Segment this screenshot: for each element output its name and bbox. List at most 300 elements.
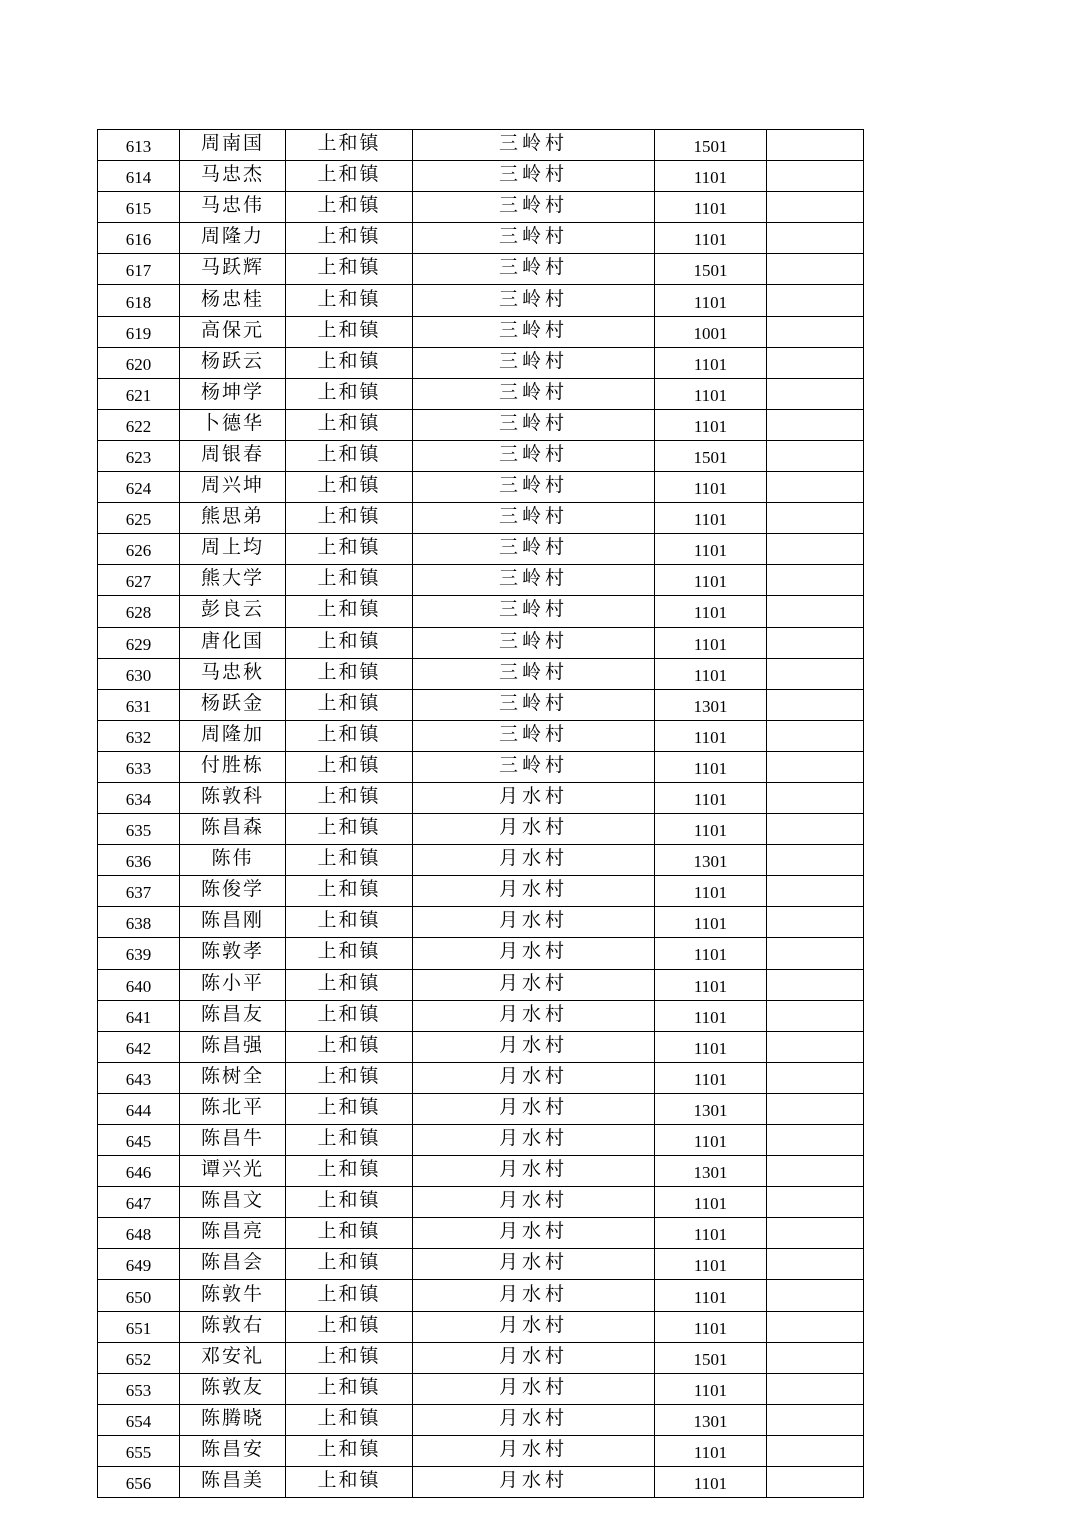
- name-cell: 卜德华: [180, 409, 286, 440]
- code-cell: 1501: [655, 1342, 767, 1373]
- code-cell: 1301: [655, 845, 767, 876]
- code-cell: 1101: [655, 596, 767, 627]
- town-cell: 上和镇: [286, 1467, 413, 1498]
- code-cell: 1101: [655, 1000, 767, 1031]
- name-cell: 陈昌文: [180, 1187, 286, 1218]
- note-cell: [767, 1062, 864, 1093]
- name-cell: 陈昌森: [180, 814, 286, 845]
- row-number-cell: 630: [98, 658, 180, 689]
- village-cell: 月水村: [413, 1125, 655, 1156]
- name-cell: 陈昌会: [180, 1249, 286, 1280]
- row-number-cell: 636: [98, 845, 180, 876]
- town-cell: 上和镇: [286, 1373, 413, 1404]
- code-cell: 1101: [655, 409, 767, 440]
- name-cell: 马忠伟: [180, 192, 286, 223]
- code-cell: 1101: [655, 1031, 767, 1062]
- note-cell: [767, 658, 864, 689]
- table-row: [98, 627, 864, 658]
- name-cell: 付胜栋: [180, 751, 286, 782]
- name-cell: 陈伟: [180, 845, 286, 876]
- row-number-cell: 646: [98, 1156, 180, 1187]
- table-row: [98, 254, 864, 285]
- row-number-cell: 642: [98, 1031, 180, 1062]
- name-cell: 陈昌刚: [180, 907, 286, 938]
- town-cell: 上和镇: [286, 1062, 413, 1093]
- town-cell: 上和镇: [286, 565, 413, 596]
- town-cell: 上和镇: [286, 347, 413, 378]
- table-row: [98, 1404, 864, 1435]
- name-cell: 周隆加: [180, 720, 286, 751]
- village-cell: 三岭村: [413, 347, 655, 378]
- town-cell: 上和镇: [286, 782, 413, 813]
- table-row: [98, 1280, 864, 1311]
- name-cell: 周兴坤: [180, 472, 286, 503]
- note-cell: [767, 1125, 864, 1156]
- row-number-cell: 621: [98, 378, 180, 409]
- village-cell: 月水村: [413, 1404, 655, 1435]
- name-cell: 陈敦右: [180, 1311, 286, 1342]
- village-cell: 三岭村: [413, 223, 655, 254]
- village-cell: 三岭村: [413, 161, 655, 192]
- name-cell: 彭良云: [180, 596, 286, 627]
- note-cell: [767, 316, 864, 347]
- code-cell: 1101: [655, 1249, 767, 1280]
- code-cell: 1101: [655, 223, 767, 254]
- note-cell: [767, 223, 864, 254]
- name-cell: 马跃辉: [180, 254, 286, 285]
- row-number-cell: 656: [98, 1467, 180, 1498]
- note-cell: [767, 782, 864, 813]
- village-cell: 月水村: [413, 1249, 655, 1280]
- village-cell: 月水村: [413, 1187, 655, 1218]
- town-cell: 上和镇: [286, 1311, 413, 1342]
- code-cell: 1101: [655, 565, 767, 596]
- table-row: [98, 907, 864, 938]
- name-cell: 周南国: [180, 130, 286, 161]
- town-cell: 上和镇: [286, 1187, 413, 1218]
- name-cell: 陈昌美: [180, 1467, 286, 1498]
- row-number-cell: 651: [98, 1311, 180, 1342]
- name-cell: 陈敦牛: [180, 1280, 286, 1311]
- name-cell: 杨跃金: [180, 689, 286, 720]
- note-cell: [767, 565, 864, 596]
- town-cell: 上和镇: [286, 689, 413, 720]
- code-cell: 1101: [655, 534, 767, 565]
- code-cell: 1101: [655, 658, 767, 689]
- village-cell: 月水村: [413, 814, 655, 845]
- table-row: [98, 503, 864, 534]
- name-cell: 陈敦友: [180, 1373, 286, 1404]
- table-row: [98, 409, 864, 440]
- name-cell: 杨忠桂: [180, 285, 286, 316]
- town-cell: 上和镇: [286, 254, 413, 285]
- code-cell: 1101: [655, 627, 767, 658]
- code-cell: 1101: [655, 378, 767, 409]
- code-cell: 1101: [655, 969, 767, 1000]
- row-number-cell: 625: [98, 503, 180, 534]
- name-cell: 陈北平: [180, 1093, 286, 1124]
- row-number-cell: 618: [98, 285, 180, 316]
- row-number-cell: 640: [98, 969, 180, 1000]
- code-cell: 1101: [655, 907, 767, 938]
- table-row: [98, 720, 864, 751]
- name-cell: 高保元: [180, 316, 286, 347]
- row-number-cell: 639: [98, 938, 180, 969]
- village-cell: 月水村: [413, 782, 655, 813]
- town-cell: 上和镇: [286, 1249, 413, 1280]
- row-number-cell: 615: [98, 192, 180, 223]
- name-cell: 谭兴光: [180, 1156, 286, 1187]
- note-cell: [767, 1187, 864, 1218]
- village-cell: 三岭村: [413, 534, 655, 565]
- village-cell: 三岭村: [413, 689, 655, 720]
- note-cell: [767, 130, 864, 161]
- village-cell: 月水村: [413, 845, 655, 876]
- name-cell: 唐化国: [180, 627, 286, 658]
- row-number-cell: 654: [98, 1404, 180, 1435]
- table-row: [98, 1467, 864, 1498]
- town-cell: 上和镇: [286, 814, 413, 845]
- row-number-cell: 634: [98, 782, 180, 813]
- row-number-cell: 645: [98, 1125, 180, 1156]
- table-row: [98, 161, 864, 192]
- note-cell: [767, 254, 864, 285]
- note-cell: [767, 845, 864, 876]
- town-cell: 上和镇: [286, 751, 413, 782]
- row-number-cell: 633: [98, 751, 180, 782]
- table-row: [98, 565, 864, 596]
- row-number-cell: 622: [98, 409, 180, 440]
- village-cell: 月水村: [413, 1062, 655, 1093]
- row-number-cell: 653: [98, 1373, 180, 1404]
- table-row: [98, 1249, 864, 1280]
- note-cell: [767, 938, 864, 969]
- note-cell: [767, 814, 864, 845]
- town-cell: 上和镇: [286, 472, 413, 503]
- note-cell: [767, 347, 864, 378]
- village-cell: 三岭村: [413, 503, 655, 534]
- data-table: [97, 129, 864, 1498]
- row-number-cell: 635: [98, 814, 180, 845]
- village-cell: 月水村: [413, 938, 655, 969]
- code-cell: 1101: [655, 1467, 767, 1498]
- town-cell: 上和镇: [286, 1156, 413, 1187]
- name-cell: 陈小平: [180, 969, 286, 1000]
- table-row: [98, 192, 864, 223]
- town-cell: 上和镇: [286, 658, 413, 689]
- note-cell: [767, 1093, 864, 1124]
- name-cell: 周隆力: [180, 223, 286, 254]
- row-number-cell: 647: [98, 1187, 180, 1218]
- town-cell: 上和镇: [286, 192, 413, 223]
- row-number-cell: 613: [98, 130, 180, 161]
- town-cell: 上和镇: [286, 440, 413, 471]
- note-cell: [767, 285, 864, 316]
- name-cell: 陈敦科: [180, 782, 286, 813]
- code-cell: 1101: [655, 1062, 767, 1093]
- code-cell: 1301: [655, 1093, 767, 1124]
- town-cell: 上和镇: [286, 1280, 413, 1311]
- table-row: [98, 130, 864, 161]
- name-cell: 陈腾晓: [180, 1404, 286, 1435]
- town-cell: 上和镇: [286, 378, 413, 409]
- note-cell: [767, 689, 864, 720]
- note-cell: [767, 472, 864, 503]
- village-cell: 月水村: [413, 1218, 655, 1249]
- table-row: [98, 689, 864, 720]
- village-cell: 三岭村: [413, 627, 655, 658]
- table-row: [98, 1093, 864, 1124]
- town-cell: 上和镇: [286, 627, 413, 658]
- name-cell: 周上均: [180, 534, 286, 565]
- code-cell: 1101: [655, 782, 767, 813]
- table-row: [98, 1156, 864, 1187]
- code-cell: 1101: [655, 1435, 767, 1466]
- name-cell: 熊思弟: [180, 503, 286, 534]
- town-cell: 上和镇: [286, 845, 413, 876]
- table-row: [98, 1373, 864, 1404]
- village-cell: 月水村: [413, 1342, 655, 1373]
- table-row: [98, 814, 864, 845]
- row-number-cell: 626: [98, 534, 180, 565]
- table-row: [98, 1062, 864, 1093]
- note-cell: [767, 192, 864, 223]
- village-cell: 三岭村: [413, 658, 655, 689]
- name-cell: 杨坤学: [180, 378, 286, 409]
- village-cell: 三岭村: [413, 192, 655, 223]
- row-number-cell: 648: [98, 1218, 180, 1249]
- row-number-cell: 641: [98, 1000, 180, 1031]
- note-cell: [767, 534, 864, 565]
- note-cell: [767, 378, 864, 409]
- code-cell: 1101: [655, 1311, 767, 1342]
- code-cell: 1301: [655, 1404, 767, 1435]
- village-cell: 月水村: [413, 876, 655, 907]
- name-cell: 马忠秋: [180, 658, 286, 689]
- code-cell: 1101: [655, 1280, 767, 1311]
- town-cell: 上和镇: [286, 1031, 413, 1062]
- table-row: [98, 782, 864, 813]
- table-row: [98, 347, 864, 378]
- row-number-cell: 644: [98, 1093, 180, 1124]
- table-row: [98, 876, 864, 907]
- town-cell: 上和镇: [286, 596, 413, 627]
- table-row: [98, 1218, 864, 1249]
- row-number-cell: 637: [98, 876, 180, 907]
- code-cell: 1101: [655, 1125, 767, 1156]
- village-cell: 三岭村: [413, 285, 655, 316]
- town-cell: 上和镇: [286, 503, 413, 534]
- table-body: [98, 130, 864, 1498]
- note-cell: [767, 969, 864, 1000]
- village-cell: 月水村: [413, 1280, 655, 1311]
- note-cell: [767, 440, 864, 471]
- code-cell: 1101: [655, 938, 767, 969]
- note-cell: [767, 1280, 864, 1311]
- village-cell: 月水村: [413, 1093, 655, 1124]
- village-cell: 三岭村: [413, 130, 655, 161]
- village-cell: 三岭村: [413, 751, 655, 782]
- note-cell: [767, 627, 864, 658]
- note-cell: [767, 596, 864, 627]
- name-cell: 陈俊学: [180, 876, 286, 907]
- village-cell: 三岭村: [413, 440, 655, 471]
- code-cell: 1501: [655, 254, 767, 285]
- code-cell: 1101: [655, 1218, 767, 1249]
- town-cell: 上和镇: [286, 1404, 413, 1435]
- table-row: [98, 751, 864, 782]
- note-cell: [767, 751, 864, 782]
- code-cell: 1101: [655, 720, 767, 751]
- name-cell: 陈昌亮: [180, 1218, 286, 1249]
- code-cell: 1501: [655, 440, 767, 471]
- village-cell: 三岭村: [413, 378, 655, 409]
- note-cell: [767, 503, 864, 534]
- name-cell: 周银春: [180, 440, 286, 471]
- code-cell: 1101: [655, 1187, 767, 1218]
- town-cell: 上和镇: [286, 1000, 413, 1031]
- village-cell: 三岭村: [413, 254, 655, 285]
- table-row: [98, 658, 864, 689]
- town-cell: 上和镇: [286, 223, 413, 254]
- village-cell: 月水村: [413, 1311, 655, 1342]
- name-cell: 陈敦孝: [180, 938, 286, 969]
- table-row: [98, 845, 864, 876]
- town-cell: 上和镇: [286, 1093, 413, 1124]
- row-number-cell: 638: [98, 907, 180, 938]
- name-cell: 陈昌安: [180, 1435, 286, 1466]
- town-cell: 上和镇: [286, 1435, 413, 1466]
- row-number-cell: 655: [98, 1435, 180, 1466]
- code-cell: 1501: [655, 130, 767, 161]
- town-cell: 上和镇: [286, 1342, 413, 1373]
- note-cell: [767, 876, 864, 907]
- name-cell: 邓安礼: [180, 1342, 286, 1373]
- table-row: [98, 1031, 864, 1062]
- town-cell: 上和镇: [286, 720, 413, 751]
- note-cell: [767, 907, 864, 938]
- code-cell: 1101: [655, 751, 767, 782]
- note-cell: [767, 1435, 864, 1466]
- village-cell: 月水村: [413, 1435, 655, 1466]
- row-number-cell: 614: [98, 161, 180, 192]
- row-number-cell: 631: [98, 689, 180, 720]
- code-cell: 1101: [655, 347, 767, 378]
- row-number-cell: 627: [98, 565, 180, 596]
- note-cell: [767, 1373, 864, 1404]
- town-cell: 上和镇: [286, 876, 413, 907]
- code-cell: 1101: [655, 161, 767, 192]
- row-number-cell: 616: [98, 223, 180, 254]
- code-cell: 1101: [655, 285, 767, 316]
- town-cell: 上和镇: [286, 534, 413, 565]
- table-row: [98, 1311, 864, 1342]
- village-cell: 月水村: [413, 1031, 655, 1062]
- table-row: [98, 938, 864, 969]
- code-cell: 1101: [655, 814, 767, 845]
- table-row: [98, 534, 864, 565]
- village-cell: 月水村: [413, 1467, 655, 1498]
- village-cell: 三岭村: [413, 720, 655, 751]
- note-cell: [767, 1342, 864, 1373]
- town-cell: 上和镇: [286, 316, 413, 347]
- row-number-cell: 628: [98, 596, 180, 627]
- table-row: [98, 472, 864, 503]
- note-cell: [767, 1000, 864, 1031]
- row-number-cell: 620: [98, 347, 180, 378]
- name-cell: 陈昌牛: [180, 1125, 286, 1156]
- town-cell: 上和镇: [286, 409, 413, 440]
- table-row: [98, 223, 864, 254]
- town-cell: 上和镇: [286, 1125, 413, 1156]
- code-cell: 1101: [655, 1373, 767, 1404]
- village-cell: 月水村: [413, 1373, 655, 1404]
- note-cell: [767, 1311, 864, 1342]
- row-number-cell: 652: [98, 1342, 180, 1373]
- note-cell: [767, 409, 864, 440]
- table-row: [98, 1187, 864, 1218]
- note-cell: [767, 1031, 864, 1062]
- code-cell: 1101: [655, 472, 767, 503]
- name-cell: 杨跃云: [180, 347, 286, 378]
- village-cell: 三岭村: [413, 472, 655, 503]
- village-cell: 月水村: [413, 1000, 655, 1031]
- town-cell: 上和镇: [286, 130, 413, 161]
- row-number-cell: 632: [98, 720, 180, 751]
- row-number-cell: 629: [98, 627, 180, 658]
- town-cell: 上和镇: [286, 161, 413, 192]
- note-cell: [767, 1467, 864, 1498]
- note-cell: [767, 1404, 864, 1435]
- village-cell: 月水村: [413, 969, 655, 1000]
- code-cell: 1301: [655, 689, 767, 720]
- table-row: [98, 316, 864, 347]
- name-cell: 陈树全: [180, 1062, 286, 1093]
- row-number-cell: 619: [98, 316, 180, 347]
- code-cell: 1301: [655, 1156, 767, 1187]
- note-cell: [767, 161, 864, 192]
- note-cell: [767, 1156, 864, 1187]
- village-cell: 月水村: [413, 1156, 655, 1187]
- town-cell: 上和镇: [286, 1218, 413, 1249]
- code-cell: 1101: [655, 503, 767, 534]
- town-cell: 上和镇: [286, 285, 413, 316]
- table-row: [98, 596, 864, 627]
- village-cell: 月水村: [413, 907, 655, 938]
- table-row: [98, 1435, 864, 1466]
- table-row: [98, 969, 864, 1000]
- row-number-cell: 623: [98, 440, 180, 471]
- code-cell: 1101: [655, 876, 767, 907]
- code-cell: 1001: [655, 316, 767, 347]
- village-cell: 三岭村: [413, 409, 655, 440]
- town-cell: 上和镇: [286, 907, 413, 938]
- row-number-cell: 624: [98, 472, 180, 503]
- town-cell: 上和镇: [286, 938, 413, 969]
- code-cell: 1101: [655, 192, 767, 223]
- name-cell: 陈昌强: [180, 1031, 286, 1062]
- note-cell: [767, 1249, 864, 1280]
- table-row: [98, 1125, 864, 1156]
- note-cell: [767, 1218, 864, 1249]
- name-cell: 马忠杰: [180, 161, 286, 192]
- note-cell: [767, 720, 864, 751]
- town-cell: 上和镇: [286, 969, 413, 1000]
- table-row: [98, 1000, 864, 1031]
- row-number-cell: 643: [98, 1062, 180, 1093]
- table-row: [98, 1342, 864, 1373]
- village-cell: 三岭村: [413, 596, 655, 627]
